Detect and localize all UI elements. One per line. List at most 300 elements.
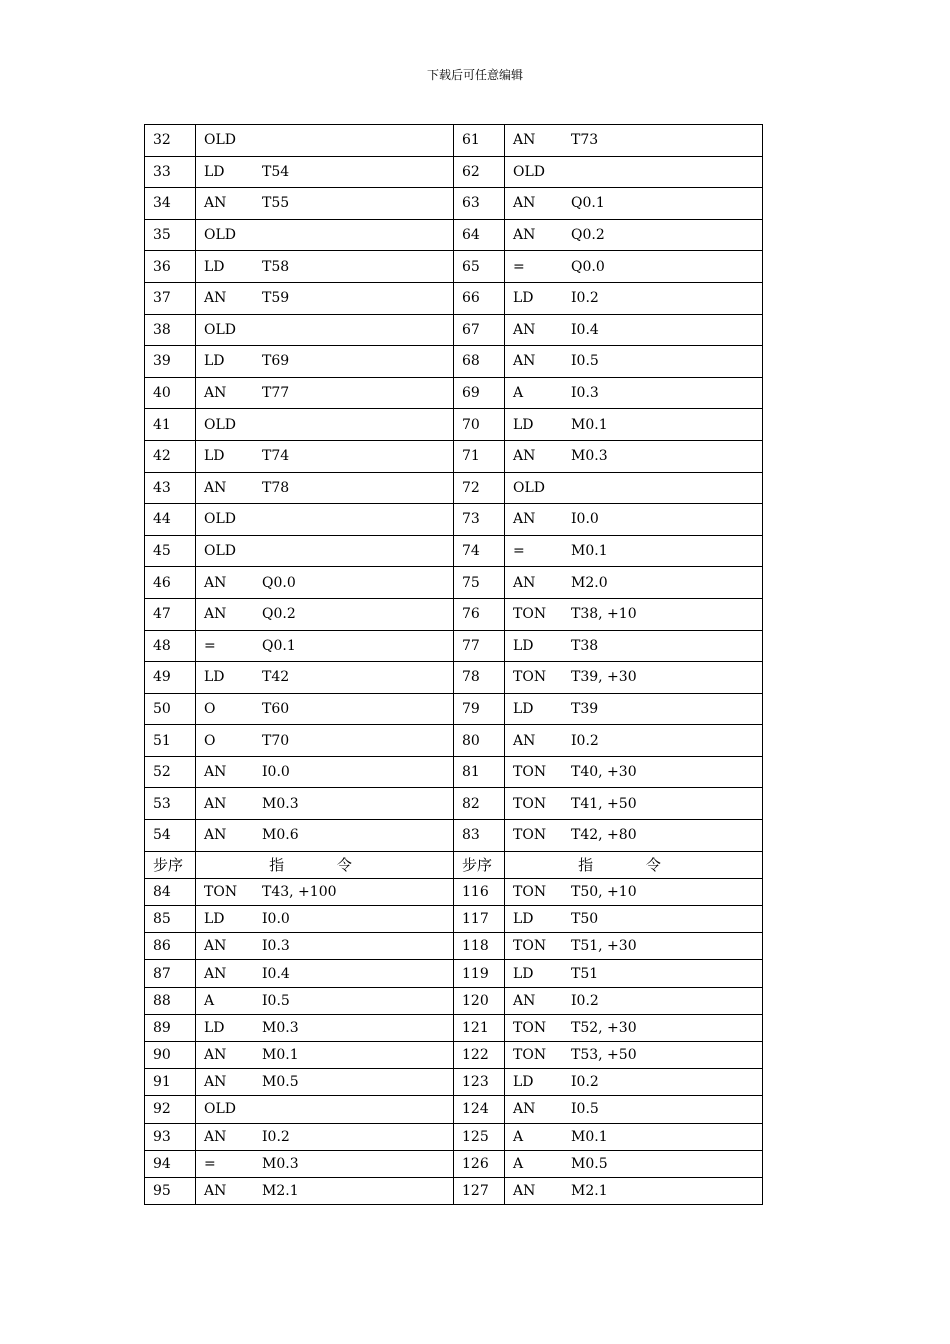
instruction-cell bbox=[505, 409, 763, 441]
instruction-cell bbox=[505, 1177, 763, 1204]
table-row bbox=[145, 906, 763, 933]
step-cell bbox=[145, 987, 196, 1014]
step-number: 51 bbox=[153, 732, 171, 749]
table-row bbox=[145, 960, 763, 987]
table-row bbox=[145, 346, 763, 378]
instruction-cell bbox=[196, 219, 454, 251]
step-number: 46 bbox=[153, 574, 171, 591]
step-number: 82 bbox=[462, 795, 480, 812]
instruction-cell bbox=[505, 346, 763, 378]
operand: Q0.0 bbox=[571, 258, 605, 275]
step-number: 40 bbox=[153, 385, 171, 402]
operand: M0.1 bbox=[571, 1128, 608, 1145]
step-cell bbox=[454, 693, 505, 725]
step-number: 125 bbox=[462, 1128, 489, 1145]
operand: T78 bbox=[262, 479, 290, 496]
opcode: OLD bbox=[204, 132, 236, 149]
opcode: AN bbox=[513, 227, 536, 244]
operand: M2.1 bbox=[262, 1183, 299, 1199]
operand: M0.3 bbox=[262, 1019, 299, 1036]
step-cell bbox=[454, 756, 505, 788]
step-number: 64 bbox=[462, 227, 480, 244]
instruction-cell bbox=[505, 504, 763, 536]
operand: T39 bbox=[571, 700, 599, 717]
step-cell bbox=[145, 156, 196, 188]
step-number: 80 bbox=[462, 732, 480, 749]
step-cell bbox=[454, 251, 505, 283]
step-number: 78 bbox=[462, 669, 480, 686]
step-cell bbox=[145, 1150, 196, 1177]
step-cell bbox=[454, 219, 505, 251]
step-number: 122 bbox=[462, 1047, 489, 1064]
step-cell bbox=[454, 504, 505, 536]
step-cell bbox=[454, 156, 505, 188]
table-body-bottom bbox=[145, 878, 763, 1204]
header-instruction-left bbox=[196, 851, 454, 878]
opcode: TON bbox=[513, 795, 547, 812]
operand: T40, +30 bbox=[571, 764, 637, 781]
step-cell bbox=[454, 630, 505, 662]
table-row bbox=[145, 987, 763, 1014]
step-cell bbox=[454, 933, 505, 960]
opcode: AN bbox=[204, 195, 227, 212]
step-cell bbox=[145, 219, 196, 251]
step-number: 49 bbox=[153, 669, 171, 686]
table-row bbox=[145, 820, 763, 852]
step-number: 41 bbox=[153, 416, 171, 433]
table-header-section bbox=[145, 851, 763, 878]
instruction-cell bbox=[196, 504, 454, 536]
step-number: 77 bbox=[462, 637, 480, 654]
operand: Q0.2 bbox=[262, 606, 296, 623]
step-cell bbox=[145, 1177, 196, 1204]
step-number: 118 bbox=[462, 938, 489, 955]
step-number: 68 bbox=[462, 353, 480, 370]
step-cell bbox=[145, 725, 196, 757]
opcode: LD bbox=[204, 258, 225, 275]
operand: T55 bbox=[262, 195, 290, 212]
instruction-cell bbox=[505, 630, 763, 662]
instruction-cell bbox=[505, 535, 763, 567]
operand: I0.0 bbox=[571, 511, 599, 528]
table-row bbox=[145, 725, 763, 757]
table-row bbox=[145, 1150, 763, 1177]
step-number: 127 bbox=[462, 1183, 489, 1199]
step-number: 37 bbox=[153, 290, 171, 307]
instruction-cell bbox=[505, 1150, 763, 1177]
header-step-left: 步序 bbox=[145, 851, 196, 878]
operand: I0.2 bbox=[571, 732, 599, 749]
operand: I0.4 bbox=[571, 321, 599, 338]
step-number: 119 bbox=[462, 965, 489, 982]
instruction-cell bbox=[196, 788, 454, 820]
step-number: 33 bbox=[153, 163, 171, 180]
instruction-cell bbox=[505, 1041, 763, 1068]
instruction-cell bbox=[196, 1069, 454, 1096]
opcode: AN bbox=[513, 448, 536, 465]
opcode: = bbox=[513, 258, 525, 275]
operand: M2.0 bbox=[571, 574, 608, 591]
operand: M0.1 bbox=[571, 543, 608, 560]
operand: T77 bbox=[262, 385, 290, 402]
step-cell bbox=[145, 598, 196, 630]
table-row bbox=[145, 409, 763, 441]
instruction-cell bbox=[505, 472, 763, 504]
table-row bbox=[145, 535, 763, 567]
opcode: AN bbox=[204, 1183, 227, 1199]
operand: M0.1 bbox=[262, 1047, 299, 1064]
operand: T54 bbox=[262, 163, 290, 180]
step-cell bbox=[454, 440, 505, 472]
step-cell bbox=[454, 472, 505, 504]
opcode: AN bbox=[204, 479, 227, 496]
step-cell bbox=[145, 878, 196, 905]
header-instruction-right bbox=[505, 851, 763, 878]
operand: T38 bbox=[571, 637, 599, 654]
opcode: O bbox=[204, 732, 216, 749]
instruction-cell bbox=[196, 156, 454, 188]
instruction-cell bbox=[505, 1123, 763, 1150]
table-row bbox=[145, 314, 763, 346]
step-number: 91 bbox=[153, 1074, 171, 1091]
instruction-cell bbox=[196, 1014, 454, 1041]
step-number: 53 bbox=[153, 795, 171, 812]
step-number: 76 bbox=[462, 606, 480, 623]
step-number: 42 bbox=[153, 448, 171, 465]
step-cell bbox=[454, 987, 505, 1014]
opcode: LD bbox=[513, 416, 534, 433]
opcode: OLD bbox=[204, 1101, 236, 1118]
opcode: TON bbox=[513, 827, 547, 844]
instruction-cell bbox=[505, 756, 763, 788]
step-number: 50 bbox=[153, 700, 171, 717]
opcode: AN bbox=[204, 1074, 227, 1091]
step-number: 71 bbox=[462, 448, 480, 465]
instruction-cell bbox=[505, 219, 763, 251]
step-number: 94 bbox=[153, 1155, 171, 1172]
operand: I0.2 bbox=[571, 1074, 599, 1091]
instruction-cell bbox=[505, 1069, 763, 1096]
instruction-cell bbox=[196, 906, 454, 933]
operand: M0.5 bbox=[262, 1074, 299, 1091]
opcode: AN bbox=[204, 1047, 227, 1064]
step-number: 74 bbox=[462, 543, 480, 560]
step-cell bbox=[454, 1177, 505, 1204]
step-number: 120 bbox=[462, 992, 489, 1009]
opcode: AN bbox=[204, 606, 227, 623]
table-row bbox=[145, 1123, 763, 1150]
opcode: = bbox=[204, 1155, 216, 1172]
instruction-cell bbox=[196, 756, 454, 788]
opcode: OLD bbox=[513, 163, 545, 180]
table-row bbox=[145, 1041, 763, 1068]
opcode: OLD bbox=[204, 543, 236, 560]
step-number: 48 bbox=[153, 637, 171, 654]
opcode: LD bbox=[513, 965, 534, 982]
step-cell bbox=[145, 756, 196, 788]
step-cell bbox=[145, 440, 196, 472]
opcode: = bbox=[513, 543, 525, 560]
step-cell bbox=[145, 1123, 196, 1150]
opcode: TON bbox=[513, 1047, 547, 1064]
operand: M0.3 bbox=[571, 448, 608, 465]
step-number: 92 bbox=[153, 1101, 171, 1118]
step-cell bbox=[145, 630, 196, 662]
opcode: LD bbox=[204, 911, 225, 928]
instruction-cell bbox=[196, 960, 454, 987]
instruction-cell bbox=[196, 1123, 454, 1150]
opcode: AN bbox=[513, 511, 536, 528]
table-row bbox=[145, 472, 763, 504]
operand: I0.0 bbox=[262, 764, 290, 781]
step-number: 81 bbox=[462, 764, 480, 781]
instruction-cell bbox=[505, 125, 763, 157]
step-number: 52 bbox=[153, 764, 171, 781]
opcode: LD bbox=[204, 353, 225, 370]
operand: T59 bbox=[262, 290, 290, 307]
opcode: LD bbox=[204, 163, 225, 180]
step-cell bbox=[145, 377, 196, 409]
opcode: AN bbox=[513, 992, 536, 1009]
step-cell bbox=[454, 1041, 505, 1068]
instruction-cell bbox=[196, 662, 454, 694]
step-cell bbox=[145, 788, 196, 820]
instruction-cell bbox=[505, 960, 763, 987]
opcode: TON bbox=[513, 1019, 547, 1036]
step-number: 89 bbox=[153, 1019, 171, 1036]
operand: T53, +50 bbox=[571, 1047, 637, 1064]
instruction-cell bbox=[505, 933, 763, 960]
table-row bbox=[145, 1096, 763, 1123]
step-number: 47 bbox=[153, 606, 171, 623]
step-number: 70 bbox=[462, 416, 480, 433]
step-number: 95 bbox=[153, 1183, 171, 1199]
table-header-row bbox=[145, 851, 763, 878]
instruction-cell bbox=[196, 598, 454, 630]
instruction-cell bbox=[196, 725, 454, 757]
step-cell bbox=[145, 409, 196, 441]
page-header: 下载后可任意编辑 bbox=[426, 68, 523, 82]
step-cell bbox=[145, 693, 196, 725]
step-number: 61 bbox=[462, 132, 480, 149]
opcode: A bbox=[513, 1155, 524, 1172]
step-cell bbox=[454, 1150, 505, 1177]
step-cell bbox=[454, 1096, 505, 1123]
operand: Q0.2 bbox=[571, 227, 605, 244]
step-number: 43 bbox=[153, 479, 171, 496]
step-cell bbox=[145, 188, 196, 220]
operand: T70 bbox=[262, 732, 290, 749]
instruction-cell bbox=[505, 987, 763, 1014]
operand: T42 bbox=[262, 669, 290, 686]
opcode: AN bbox=[204, 574, 227, 591]
step-cell bbox=[454, 1069, 505, 1096]
instruction-cell bbox=[505, 1014, 763, 1041]
opcode: LD bbox=[204, 448, 225, 465]
instruction-cell bbox=[196, 1177, 454, 1204]
operand: I0.4 bbox=[262, 965, 290, 982]
step-cell bbox=[454, 1014, 505, 1041]
opcode: AN bbox=[513, 574, 536, 591]
table-row bbox=[145, 282, 763, 314]
opcode: A bbox=[204, 992, 215, 1009]
step-cell bbox=[145, 960, 196, 987]
step-number: 123 bbox=[462, 1074, 489, 1091]
operand: T73 bbox=[571, 132, 599, 149]
step-number: 121 bbox=[462, 1019, 489, 1036]
operand: T51, +30 bbox=[571, 938, 637, 955]
instruction-cell bbox=[196, 188, 454, 220]
operand: I0.0 bbox=[262, 911, 290, 928]
operand: M0.3 bbox=[262, 795, 299, 812]
opcode: TON bbox=[513, 764, 547, 781]
table-row bbox=[145, 756, 763, 788]
opcode: OLD bbox=[204, 227, 236, 244]
table-row bbox=[145, 788, 763, 820]
step-number: 83 bbox=[462, 827, 480, 844]
header-step-right: 步序 bbox=[454, 851, 505, 878]
opcode: AN bbox=[204, 938, 227, 955]
instruction-cell bbox=[505, 820, 763, 852]
step-cell bbox=[454, 188, 505, 220]
operand: T52, +30 bbox=[571, 1019, 637, 1036]
operand: T43, +100 bbox=[262, 883, 337, 900]
step-number: 44 bbox=[153, 511, 171, 528]
opcode: LD bbox=[513, 1074, 534, 1091]
instruction-cell bbox=[196, 535, 454, 567]
instruction-cell bbox=[505, 377, 763, 409]
instruction-cell bbox=[196, 251, 454, 283]
opcode: AN bbox=[513, 321, 536, 338]
instruction-cell bbox=[196, 314, 454, 346]
step-number: 90 bbox=[153, 1047, 171, 1064]
opcode: OLD bbox=[204, 321, 236, 338]
instruction-cell bbox=[505, 906, 763, 933]
opcode: OLD bbox=[513, 479, 545, 496]
opcode: LD bbox=[513, 637, 534, 654]
step-cell bbox=[454, 1123, 505, 1150]
step-number: 35 bbox=[153, 227, 171, 244]
step-cell bbox=[454, 960, 505, 987]
step-number: 36 bbox=[153, 258, 171, 275]
opcode: AN bbox=[513, 732, 536, 749]
opcode: O bbox=[204, 700, 216, 717]
opcode: AN bbox=[204, 290, 227, 307]
instruction-cell bbox=[505, 282, 763, 314]
operand: T42, +80 bbox=[571, 827, 637, 844]
step-cell bbox=[454, 820, 505, 852]
instruction-cell bbox=[505, 567, 763, 599]
instruction-cell bbox=[196, 987, 454, 1014]
step-number: 45 bbox=[153, 543, 171, 560]
step-number: 88 bbox=[153, 992, 171, 1009]
step-cell bbox=[454, 346, 505, 378]
instruction-cell bbox=[196, 878, 454, 905]
table-row bbox=[145, 251, 763, 283]
step-number: 32 bbox=[153, 132, 171, 149]
instruction-cell bbox=[505, 1096, 763, 1123]
operand: T58 bbox=[262, 258, 290, 275]
step-number: 67 bbox=[462, 321, 480, 338]
opcode: AN bbox=[204, 764, 227, 781]
step-number: 87 bbox=[153, 965, 171, 982]
step-number: 34 bbox=[153, 195, 171, 212]
instruction-cell bbox=[196, 409, 454, 441]
opcode: LD bbox=[513, 290, 534, 307]
step-number: 54 bbox=[153, 827, 171, 844]
step-number: 86 bbox=[153, 938, 171, 955]
table-row bbox=[145, 567, 763, 599]
step-cell bbox=[454, 377, 505, 409]
table-row bbox=[145, 630, 763, 662]
step-cell bbox=[145, 933, 196, 960]
header-instruction-right-label: 指 令 bbox=[578, 856, 685, 875]
table-row bbox=[145, 377, 763, 409]
opcode: AN bbox=[513, 195, 536, 212]
opcode: LD bbox=[204, 669, 225, 686]
step-number: 66 bbox=[462, 290, 480, 307]
instruction-cell bbox=[196, 346, 454, 378]
table-row bbox=[145, 1014, 763, 1041]
step-cell bbox=[454, 788, 505, 820]
opcode: LD bbox=[513, 911, 534, 928]
instruction-cell bbox=[505, 725, 763, 757]
step-cell bbox=[454, 725, 505, 757]
step-cell bbox=[145, 314, 196, 346]
instruction-cell bbox=[196, 1041, 454, 1068]
opcode: LD bbox=[513, 700, 534, 717]
opcode: AN bbox=[204, 385, 227, 402]
step-cell bbox=[454, 598, 505, 630]
table-row bbox=[145, 125, 763, 157]
opcode: TON bbox=[513, 883, 547, 900]
table-row bbox=[145, 933, 763, 960]
step-number: 116 bbox=[462, 883, 489, 900]
step-cell bbox=[454, 409, 505, 441]
instruction-cell bbox=[196, 567, 454, 599]
step-number: 126 bbox=[462, 1155, 489, 1172]
opcode: OLD bbox=[204, 416, 236, 433]
opcode: OLD bbox=[204, 511, 236, 528]
table-row bbox=[145, 504, 763, 536]
step-cell bbox=[145, 251, 196, 283]
opcode: AN bbox=[204, 965, 227, 982]
instruction-cell bbox=[196, 440, 454, 472]
step-number: 93 bbox=[153, 1128, 171, 1145]
opcode: AN bbox=[513, 132, 536, 149]
instruction-cell bbox=[505, 598, 763, 630]
opcode: TON bbox=[513, 606, 547, 623]
instruction-cell bbox=[196, 1150, 454, 1177]
step-cell bbox=[145, 282, 196, 314]
table-row bbox=[145, 662, 763, 694]
step-number: 69 bbox=[462, 385, 480, 402]
table-body-top bbox=[145, 125, 763, 852]
operand: T50 bbox=[571, 911, 599, 928]
step-cell bbox=[454, 567, 505, 599]
step-cell bbox=[145, 472, 196, 504]
step-number: 79 bbox=[462, 700, 480, 717]
operand: I0.5 bbox=[571, 353, 599, 370]
instruction-cell bbox=[505, 878, 763, 905]
table-row bbox=[145, 219, 763, 251]
step-cell bbox=[454, 282, 505, 314]
step-number: 65 bbox=[462, 258, 480, 275]
operand: I0.5 bbox=[262, 992, 290, 1009]
opcode: TON bbox=[204, 883, 238, 900]
table-row bbox=[145, 598, 763, 630]
table-row bbox=[145, 156, 763, 188]
